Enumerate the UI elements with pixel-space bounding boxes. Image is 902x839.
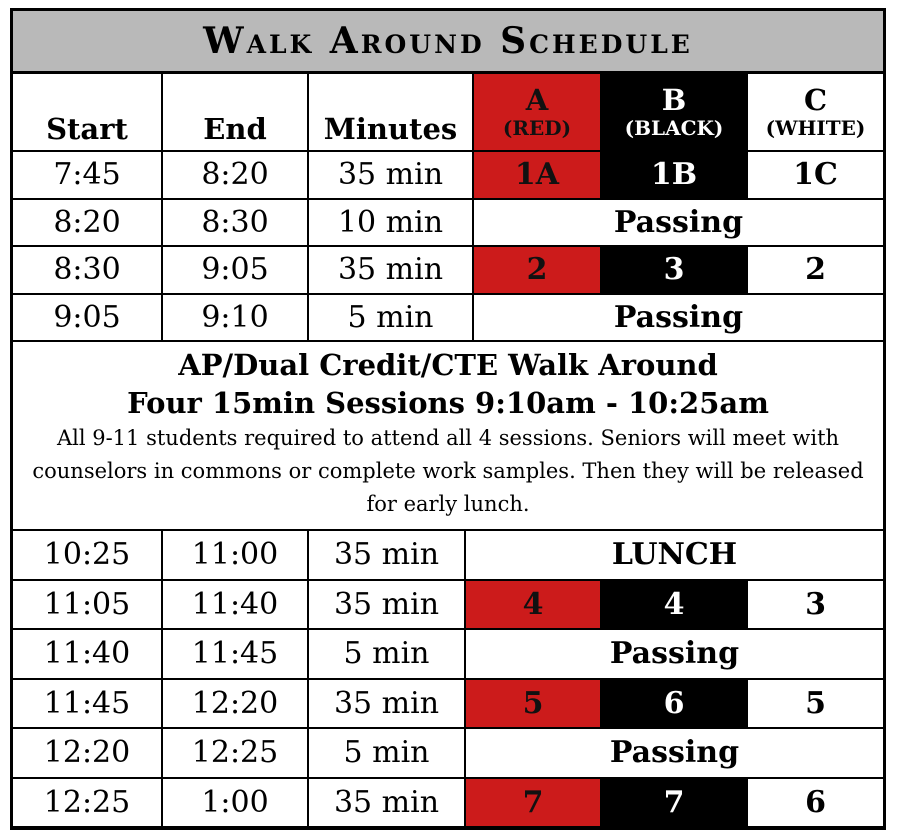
row-minutes: 5 min bbox=[309, 729, 466, 779]
row-start-time: 8:20 bbox=[13, 200, 163, 248]
row-minutes: 5 min bbox=[309, 630, 466, 680]
row-start-time: 10:25 bbox=[13, 531, 163, 581]
schedule-title: Walk Around Schedule bbox=[13, 11, 883, 74]
row-span-label: Passing bbox=[474, 295, 883, 343]
row-group-a: 7 bbox=[466, 779, 602, 829]
row-end-time: 9:10 bbox=[163, 295, 309, 343]
row-end-time: 8:20 bbox=[163, 152, 309, 200]
row-start-time: 7:45 bbox=[13, 152, 163, 200]
walk-around-heading: AP/Dual Credit/CTE Walk Around bbox=[178, 348, 718, 382]
row-group-b: 6 bbox=[602, 680, 748, 730]
header-minutes: Minutes bbox=[309, 74, 474, 152]
row-start-time: 12:20 bbox=[13, 729, 163, 779]
row-end-time: 11:00 bbox=[163, 531, 309, 581]
header-start: Start bbox=[13, 74, 163, 152]
row-start-time: 11:40 bbox=[13, 630, 163, 680]
row-start-time: 8:30 bbox=[13, 247, 163, 295]
row-start-time: 11:05 bbox=[13, 581, 163, 631]
row-group-b: 4 bbox=[602, 581, 748, 631]
row-span-label: Passing bbox=[466, 630, 883, 680]
row-minutes: 35 min bbox=[309, 152, 474, 200]
row-end-time: 8:30 bbox=[163, 200, 309, 248]
walk-around-note: All 9-11 students required to attend all 4 sessions. Seniors will meet with counselors in commons or complete work samples. Then they will be released for early lunch. bbox=[32, 426, 864, 516]
header-group-c bbox=[748, 74, 883, 152]
header-end: End bbox=[163, 74, 309, 152]
row-minutes: 10 min bbox=[309, 200, 474, 248]
row-group-a: 5 bbox=[466, 680, 602, 730]
row-end-time: 12:25 bbox=[163, 729, 309, 779]
group-b-color: (BLACK) bbox=[624, 115, 724, 140]
group-c-color: (WHITE) bbox=[765, 115, 866, 140]
row-group-a: 4 bbox=[466, 581, 602, 631]
row-group-c: 6 bbox=[748, 779, 883, 829]
row-group-b: 3 bbox=[602, 247, 748, 295]
row-span-label: Passing bbox=[466, 729, 883, 779]
row-end-time: 1:00 bbox=[163, 779, 309, 829]
row-end-time: 11:45 bbox=[163, 630, 309, 680]
row-start-time: 9:05 bbox=[13, 295, 163, 343]
row-minutes: 35 min bbox=[309, 779, 466, 829]
row-minutes: 5 min bbox=[309, 295, 474, 343]
group-a-letter: A bbox=[525, 83, 549, 118]
row-group-b: 7 bbox=[602, 779, 748, 829]
header-group-b bbox=[602, 74, 748, 152]
walk-around-subheading: Four 15min Sessions 9:10am - 10:25am bbox=[127, 386, 769, 420]
row-minutes: 35 min bbox=[309, 680, 466, 730]
header-group-a bbox=[474, 74, 602, 152]
row-group-a: 2 bbox=[474, 247, 602, 295]
schedule-table bbox=[10, 8, 886, 830]
group-a-color: (RED) bbox=[502, 115, 572, 140]
row-start-time: 11:45 bbox=[13, 680, 163, 730]
row-group-c: 2 bbox=[748, 247, 883, 295]
row-group-c: 1C bbox=[748, 152, 883, 200]
group-c-letter: C bbox=[803, 83, 828, 118]
row-end-time: 9:05 bbox=[163, 247, 309, 295]
row-minutes: 35 min bbox=[309, 581, 466, 631]
row-span-label: LUNCH bbox=[466, 531, 883, 581]
group-b-letter: B bbox=[661, 83, 687, 118]
row-end-time: 12:20 bbox=[163, 680, 309, 730]
walk-around-section bbox=[13, 342, 883, 531]
row-group-b: 1B bbox=[602, 152, 748, 200]
row-end-time: 11:40 bbox=[163, 581, 309, 631]
row-group-c: 5 bbox=[748, 680, 883, 730]
row-minutes: 35 min bbox=[309, 247, 474, 295]
row-group-c: 3 bbox=[748, 581, 883, 631]
row-start-time: 12:25 bbox=[13, 779, 163, 829]
row-group-a: 1A bbox=[474, 152, 602, 200]
row-span-label: Passing bbox=[474, 200, 883, 248]
row-minutes: 35 min bbox=[309, 531, 466, 581]
